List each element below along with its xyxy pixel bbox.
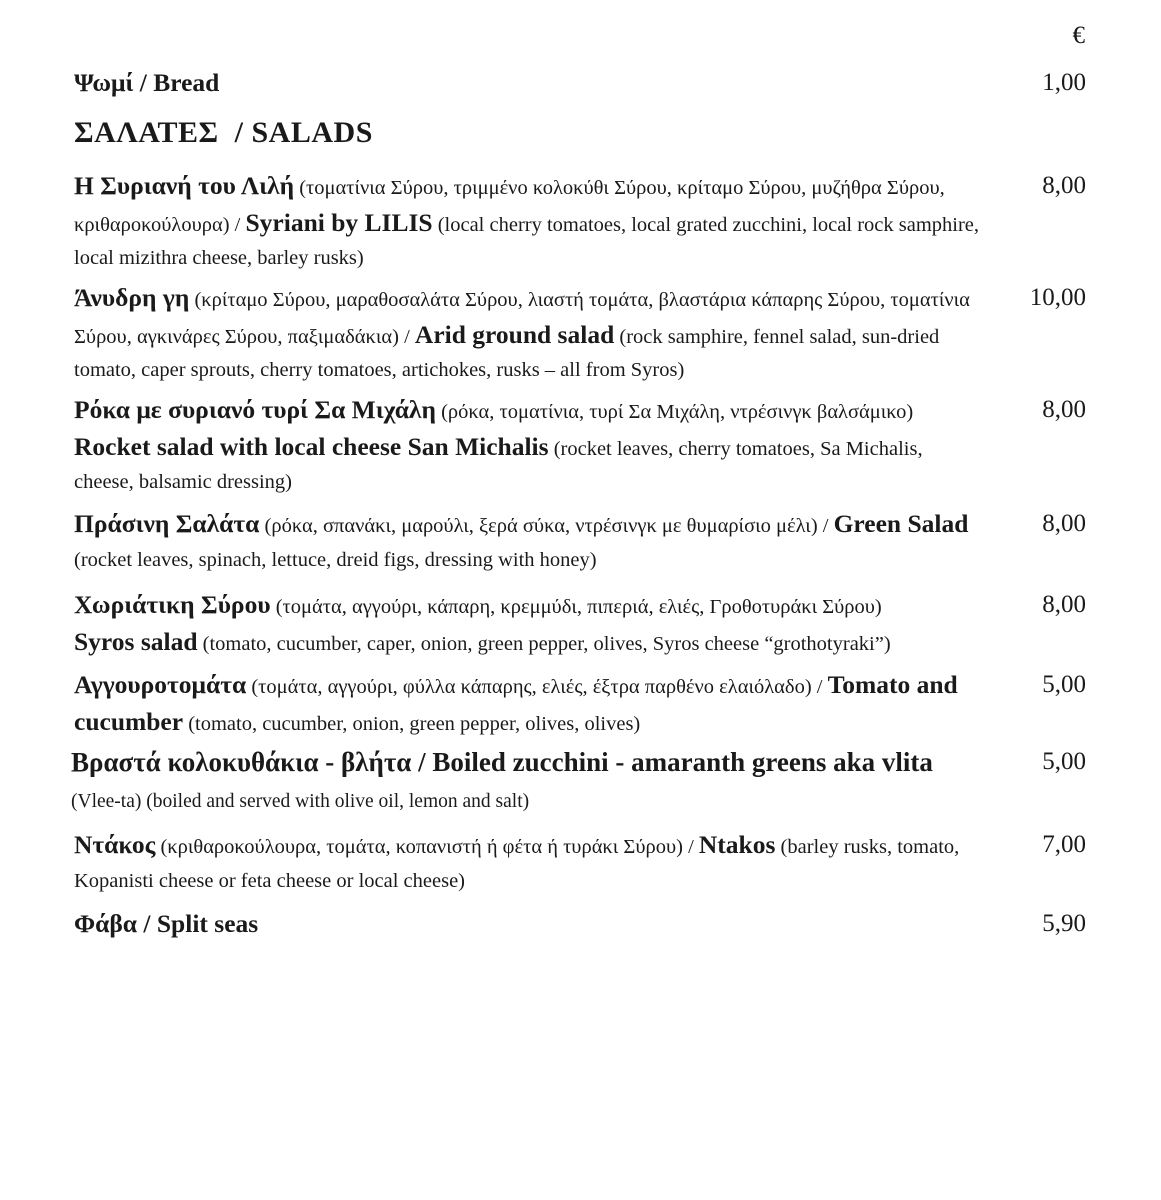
item-name-english: Syros salad [74,626,198,656]
item-name-greek: Άνυδρη γη [74,283,190,312]
item-price: 5,00 [1042,671,1086,698]
item-description [74,393,979,500]
item-desc-english: (rocket leaves, cherry tomatoes, Sa Michalis, cheese, balsamic dressing) [74,437,923,493]
item-desc-greek: (ρόκα, σπανάκι, μαρούλι, ξερά σύκα, ντρέσινγκ με θυμαρίσιο μέλι) / [259,515,834,537]
item-name-greek: Πράσινη Σαλάτα [74,509,260,538]
item-name-greek: Βραστά κολοκυθάκια - βλήτα / Boiled zucchini - amaranth greens aka vlita [71,747,933,777]
item-name-english: Tomato and cucumber [74,670,958,736]
item-price: 10,00 [1029,284,1086,311]
item-name: Ψωμί / Bread [74,68,220,97]
item-desc-greek: (τομάτα, αγγούρι, κάπαρη, κρεμμύδι, πιπεριά, ελιές, Γροθοτυράκι Σύρου) [270,596,882,618]
item-description [74,169,979,276]
item-desc-english: (rocket leaves, spinach, lettuce, dreid figs, dressing with honey) [74,548,597,571]
item-desc-english: (rock samphire, fennel salad, sun-dried tomato, caper sprouts, cherry tomatoes, artichokes, rusks – all from Syros) [74,325,940,381]
item-description [74,281,979,388]
item-name-greek: Η Συριανή του Λιλή [74,171,295,200]
item-desc-greek: (ρόκα, τοματίνια, τυρί Σα Μιχάλη, ντρέσινγκ βαλσάμικο) [435,401,914,423]
item-price: 8,00 [1042,591,1086,618]
item-name-greek: Ντάκος [74,830,156,859]
item-price: 8,00 [1042,396,1086,423]
item-desc-english: (local cherry tomatoes, local grated zucchini, local rock samphire, local mizithra cheese, barley rusks) [74,213,980,269]
item-desc-english: (tomato, cucumber, caper, onion, green pepper, olives, Syros cheese “grothotyraki”) [197,632,891,655]
item-price: 8,00 [1042,172,1086,199]
item-desc-greek: (κρίταμο Σύρου, μαραθοσαλάτα Σύρου, λιαστή τομάτα, βλαστάρια κάπαρης Σύρου, τοματίνια Σύρου, αγκινάρες Σύρου, παξιμαδάκια) / [74,289,970,348]
item-name-english: Syriani by LILIS [245,207,433,237]
item-price: 5,90 [1042,910,1086,937]
item-description [74,588,979,661]
item-price: 5,00 [1042,748,1086,775]
item-description [74,907,979,944]
item-name-english: Arid ground salad [414,319,615,349]
item-desc-english: (tomato, cucumber, onion, green pepper, olives, olives) [183,712,641,735]
item-name-english: Rocket salad with local cheese San Michalis [74,431,549,461]
item-name-english: Green Salad [833,509,969,538]
item-price: 1,00 [1042,69,1086,96]
item-desc-greek: (κριθαροκούλουρα, τομάτα, κοπανιστή ή φέτα ή τυράκι Σύρου) / [155,836,699,858]
item-desc-greek: (τομάτα, αγγούρι, φύλλα κάπαρης, ελιές, έξτρα παρθένο ελαιόλαδο) / [246,676,828,698]
item-name-greek: Αγγουροτομάτα [74,670,247,699]
item-description [74,507,979,577]
section-heading: ΣΑΛΑΤΕΣ / SALADS [74,116,373,149]
item-price: 7,00 [1042,831,1086,858]
item-desc-greek: (τοματίνια Σύρου, τριμμένο κολοκύθι Σύρου, κρίταμο Σύρου, μυζήθρα Σύρου, κριθαροκούλουρα) / [74,177,945,236]
item-name-greek: Χωριάτικη Σύρου [74,590,271,619]
item-description [74,668,979,741]
item-name-greek: Ρόκα με συριανό τυρί Σα Μιχάλη [74,395,436,424]
item-desc-english: (Vlee-ta) (boiled and served with olive oil, lemon and salt) [71,791,530,812]
item-desc-english: (barley rusks, tomato, Kopanisti cheese or feta cheese or local cheese) [74,836,960,892]
item-price: 8,00 [1042,510,1086,537]
currency-symbol: € [1072,22,1085,49]
item-description [74,828,979,898]
item-description [71,744,1011,783]
item-name-greek: Φάβα / Split seas [74,909,259,938]
item-name-english: Ntakos [698,830,776,859]
